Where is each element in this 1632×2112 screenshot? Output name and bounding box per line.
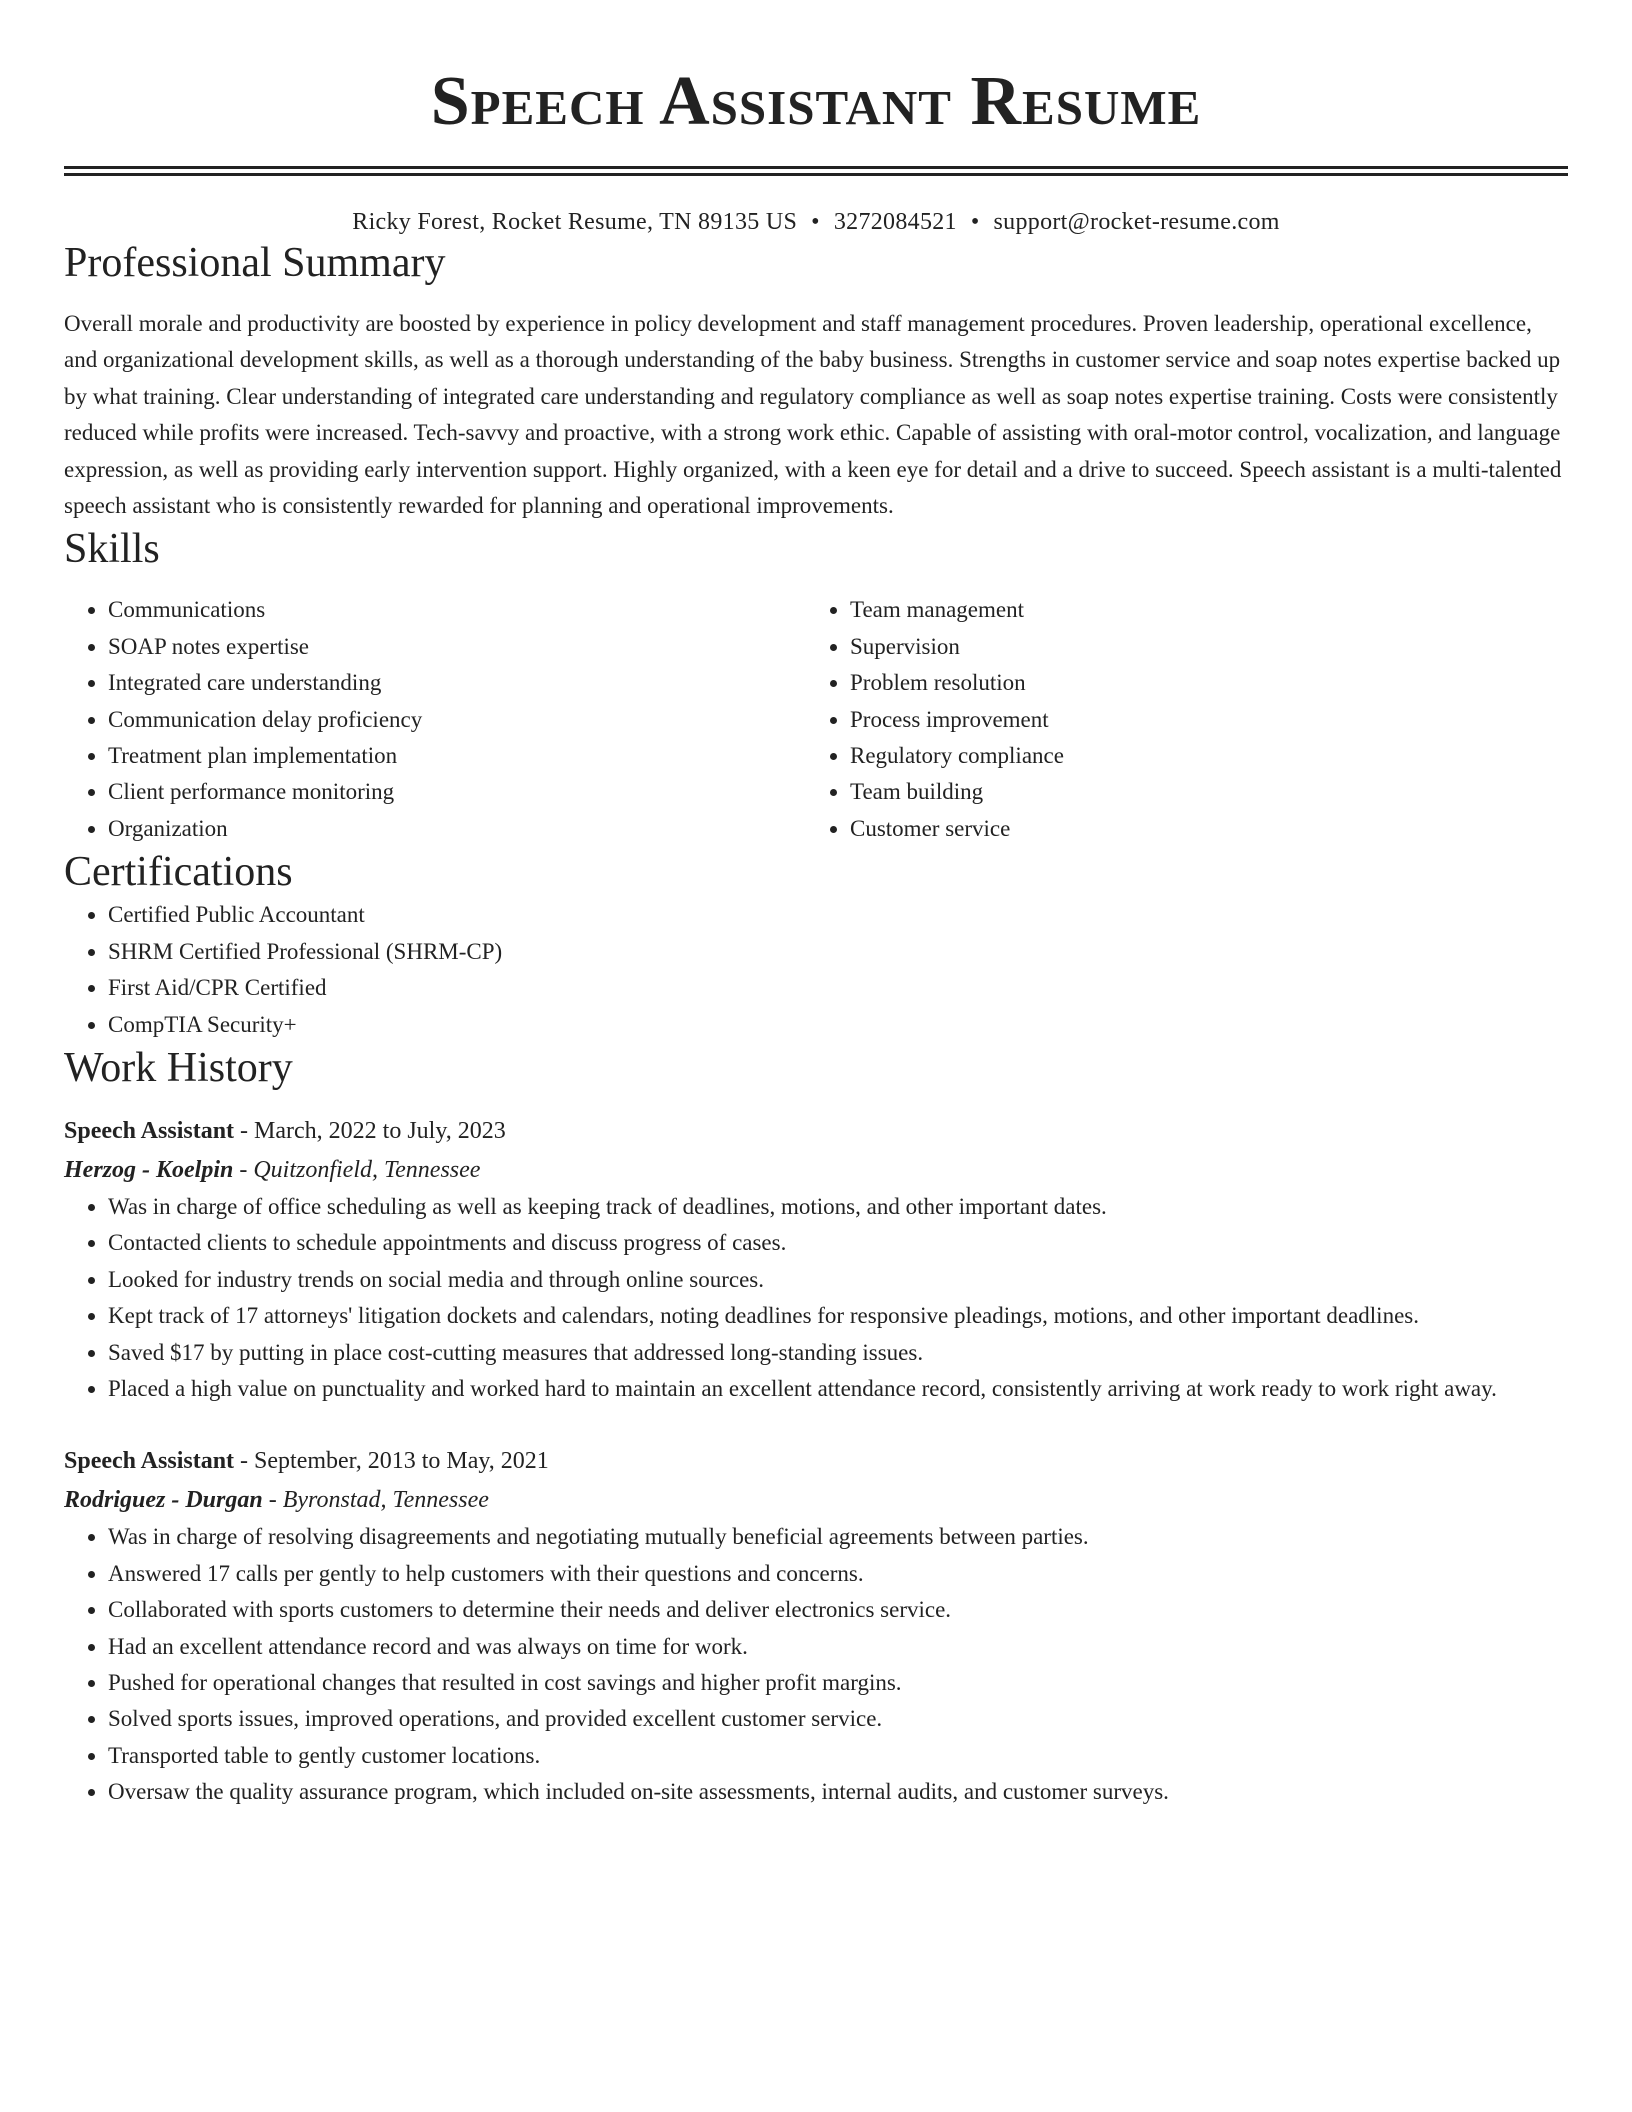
job-duties-list [64,1189,1568,1407]
job-header [64,1111,1568,1151]
contact-address: Ricky Forest, Rocket Resume, TN 89135 US [352,209,798,235]
skill-item: • Organization [108,811,806,847]
skill-item: • SOAP notes expertise [108,629,806,665]
certification-item: • Certified Public Accountant [108,897,1568,933]
skill-item: • Team building [850,774,1548,810]
summary-text: Overall morale and productivity are boosted by experience in policy development and staff management procedures. Proven leadership, operational excellence, and organizational development skills, as well as a thorough understanding of the baby business. Strengths in customer service and soap notes expertise backed up by what training. Clear understanding of integrated care understanding and regulatory compliance as well as soap notes expertise training. Costs were consistently reduced while profits were increased. Tech-savvy and proactive, with a strong work ethic. Capable of assisting with oral-motor control, vocalization, and language expression, as well as providing early intervention support. Highly organized, with a keen eye for detail and a drive to succeed. Speech assistant is a multi-talented speech assistant who is consistently rewarded for planning and operational improvements. [64,311,1562,519]
certifications-list [64,897,1568,1043]
certifications-heading: Certifications [64,849,293,896]
job-company: Rodriguez - Durgan [64,1487,263,1514]
skills-column-left [64,592,806,847]
skill-item: • Process improvement [850,702,1548,738]
certification-item: • CompTIA Security+ [108,1007,1568,1043]
job-duty-item: • Collaborated with sports customers to determine their needs and deliver electronics service. [108,1592,1568,1628]
resume-title: Speech Assistant Resume [430,63,1202,140]
contact-separator: • [970,209,980,235]
skill-item: • Communications [108,592,806,628]
skills-heading: Skills [64,526,160,573]
job-employer [64,1151,1568,1189]
certification-item: • SHRM Certified Professional (SHRM-CP) [108,934,1568,970]
job-duty-item: • Was in charge of resolving disagreements and negotiating mutually beneficial agreements between parties. [108,1519,1568,1555]
contact-phone: 3272084521 [833,209,957,235]
job-employer [64,1481,1568,1519]
job-duty-item: • Placed a high value on punctuality and worked hard to maintain an excellent attendance record, consistently arriving at work ready to work right away. [108,1371,1568,1407]
work-history-heading: Work History [64,1044,293,1091]
certification-item: • First Aid/CPR Certified [108,970,1568,1006]
skill-item: • Customer service [850,811,1548,847]
job-company: Herzog - Koelpin [64,1156,234,1183]
job-location: - Quitzonfield, Tennessee [233,1156,481,1183]
skill-item: • Problem resolution [850,665,1548,701]
job-duty-item: • Looked for industry trends on social media and through online sources. [108,1262,1568,1298]
contact-separator: • [811,209,820,235]
skill-item: • Regulatory compliance [850,738,1548,774]
skills-grid [64,592,1568,847]
job-duty-item: • Solved sports issues, improved operations, and provided excellent customer service. [108,1701,1568,1737]
job-entry [64,1441,1568,1810]
job-role: Speech Assistant [64,1448,235,1475]
skills-column-right [806,592,1548,847]
resume-page [64,0,1568,1811]
job-duty-item: • Had an excellent attendance record and was always on time for work. [108,1629,1568,1665]
job-entry [64,1111,1568,1407]
skill-item: • Supervision [850,629,1548,665]
skills-list-right [806,592,1548,847]
job-duty-item: • Answered 17 calls per gently to help customers with their questions and concerns. [108,1556,1568,1592]
job-duty-item: • Transported table to gently customer locations. [108,1738,1568,1774]
skill-item: • Team management [850,592,1548,628]
job-dates: - March, 2022 to July, 2023 [234,1117,506,1144]
title-double-rule [64,166,1568,176]
skill-item: • Treatment plan implementation [108,738,806,774]
skill-item: • Communication delay proficiency [108,702,806,738]
job-duty-item: • Was in charge of office scheduling as well as keeping track of deadlines, motions, and other important dates. [108,1189,1568,1225]
skill-item: • Integrated care understanding [108,665,806,701]
summary-heading: Professional Summary [64,240,446,286]
job-role: Speech Assistant [64,1117,235,1144]
job-header [64,1441,1568,1481]
job-duty-item: • Saved $17 by putting in place cost-cutting measures that addressed long-standing issues. [108,1335,1568,1371]
job-duty-item: • Pushed for operational changes that resulted in cost savings and higher profit margins. [108,1665,1568,1701]
contact-line [64,206,1568,238]
job-duty-item: • Oversaw the quality assurance program, which included on-site assessments, internal audits, and customer surveys. [108,1774,1568,1810]
job-duty-item: • Contacted clients to schedule appointments and discuss progress of cases. [108,1225,1568,1261]
job-duties-list [64,1519,1568,1810]
job-location: - Byronstad, Tennessee [262,1487,489,1514]
skills-list-left [64,592,806,847]
job-dates: - September, 2013 to May, 2021 [234,1448,549,1475]
skill-item: • Client performance monitoring [108,774,806,810]
contact-email: support@rocket-resume.com [993,209,1280,235]
job-duty-item: • Kept track of 17 attorneys' litigation dockets and calendars, noting deadlines for responsive pleadings, motions, and other important deadlines. [108,1298,1568,1334]
